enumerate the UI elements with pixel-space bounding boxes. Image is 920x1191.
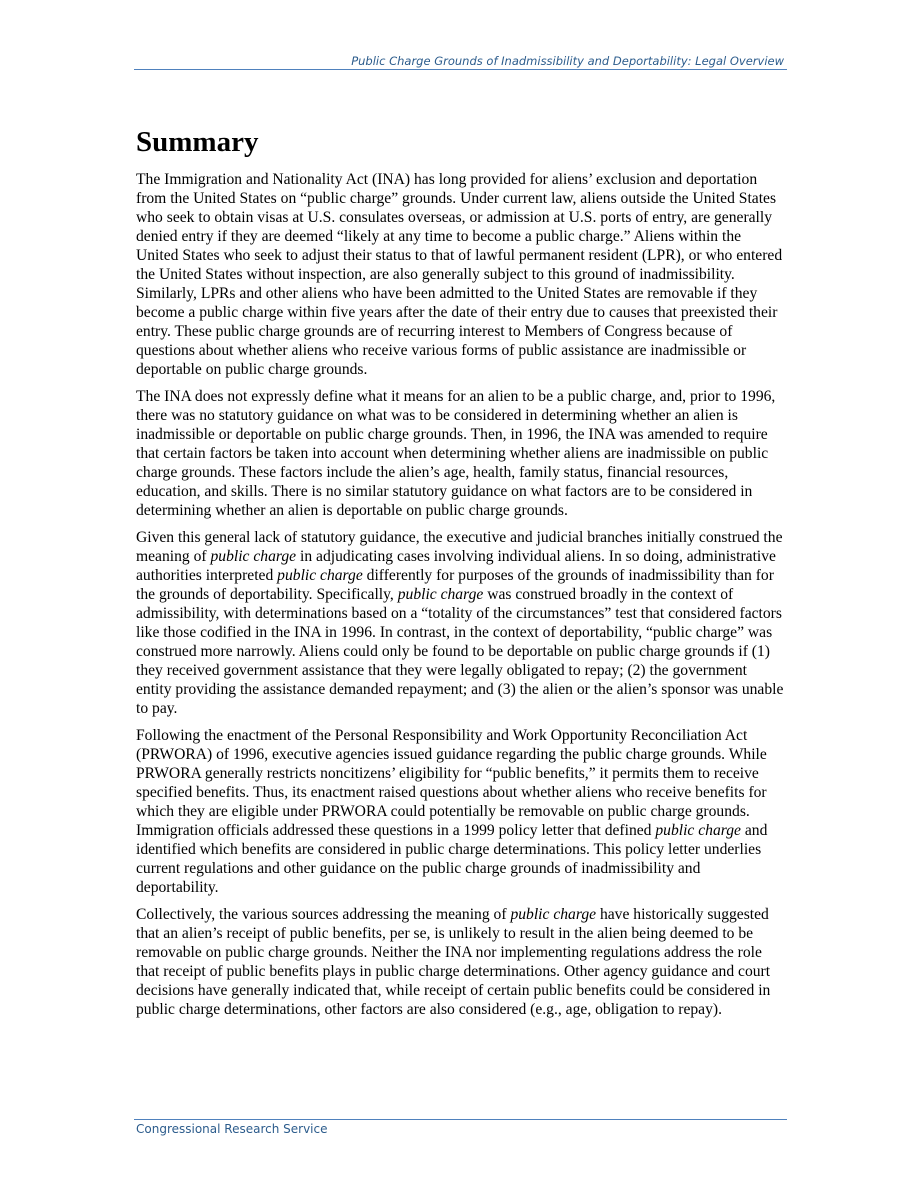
- paragraph-3-text-3: differently for purposes of the grounds of inadmissibility than for the grounds of deportability. Specifically,: [136, 567, 774, 603]
- paragraph-4-emphasis-1: public charge: [655, 822, 741, 839]
- footer-organization: Congressional Research Service: [136, 1122, 328, 1136]
- paragraph-3-text-4: was construed broadly in the context of admissibility, with determinations based on a “totality of the circumstances” test that considered factors like those codified in the INA in 1996. In contrast, in the context of deportability, “public charge” was construed more narrowly. Aliens could only be found to be deportable on public charge grounds if (1) they received government assistance that they were legally obligated to repay; (2) the government entity providing the assistance demanded repayment; and (3) the alien or the alien’s sponsor was unable to pay.: [136, 586, 784, 717]
- paragraph-5-emphasis-1: public charge: [510, 906, 597, 923]
- running-footer: [136, 1122, 328, 1136]
- paragraph-2: The INA does not expressly define what it means for an alien to be a public charge, and, prior to 1996, there was no statutory guidance on what was to be considered in determining whether an alien is inadmissible or deportable on public charge grounds. Then, in 1996, the INA was amended to require that certain factors be taken into account when determining whether aliens are inadmissible on public charge grounds. These factors include the alien’s age, health, family status, financial resources, education, and skills. There is no similar statutory guidance on what factors are to be considered in determining whether an alien is deportable on public charge grounds.: [136, 388, 776, 519]
- paragraph-4-text-2: and identified which benefits are considered in public charge determinations. This policy letter underlies current regulations and other guidance on the public charge grounds of inadmissibility and deportability.: [136, 822, 768, 896]
- paragraph-3-emphasis-1: public charge: [210, 548, 297, 565]
- paragraph-5-text-1: Collectively, the various sources addressing the meaning of: [136, 906, 511, 923]
- paragraph-5: [136, 905, 786, 1019]
- running-header: [134, 54, 786, 68]
- running-header-title: Public Charge Grounds of Inadmissibility and Deportability: Legal Overview: [351, 54, 784, 68]
- paragraph-3-text-2: in adjudicating cases involving individual aliens. In so doing, administrative authorities interpreted: [136, 548, 776, 584]
- paragraph-4: [136, 726, 786, 897]
- paragraph-5-text-2: have historically suggested that an alien’s receipt of public benefits, per se, is unlikely to result in the alien being deemed to be removable on public charge grounds. Neither the INA nor implementing regulations address the role that receipt of public benefits plays in public charge determinations. Other agency guidance and court decisions have generally indicated that, while receipt of certain public benefits could be considered in public charge determinations, other factors are also considered (e.g., age, obligation to repay).: [136, 906, 771, 1018]
- paragraph-3: [136, 528, 786, 718]
- paragraph-4-text-1: Following the enactment of the Personal Responsibility and Work Opportunity Reconciliation Act (PRWORA) of 1996, executive agencies issued guidance regarding the public charge grounds. While PRWORA generally restricts noncitizens’ eligibility for “public benefits,” it permits them to receive specified benefits. Thus, its enactment raised questions about whether aliens who receive benefits for which they are eligible under PRWORA could potentially be removable on public charge grounds. Immigration officials addressed these questions in a 1999 policy letter that defined: [136, 727, 767, 839]
- paragraph-3-emphasis-2: public charge: [277, 567, 363, 584]
- paragraph-3-text-1: Given this general lack of statutory guidance, the executive and judicial branches initially construed the meaning of: [136, 529, 783, 565]
- paragraph-3-emphasis-3: public charge: [397, 586, 484, 603]
- footer-divider: [134, 1119, 787, 1120]
- header-divider: [134, 69, 787, 70]
- paragraph-1: The Immigration and Nationality Act (INA) has long provided for aliens’ exclusion and deportation from the United States on “public charge” grounds. Under current law, aliens outside the United States who seek to obtain visas at U.S. consulates overseas, or admission at U.S. ports of entry, are generally denied entry if they are deemed “likely at any time to become a public charge.” Aliens within the United States who seek to adjust their status to that of lawful permanent resident (LPR), or who entered the United States without inspection, are also generally subject to this ground of inadmissibility. Similarly, LPRs and other aliens who have been admitted to the United States are removable if they become a public charge within five years after the date of their entry due to causes that preexisted their entry. These public charge grounds are of recurring interest to Members of Congress because of questions about whether aliens who receive various forms of public assistance are inadmissible or deportable on public charge grounds.: [136, 171, 783, 378]
- section-title: Summary: [136, 126, 259, 158]
- page-content: [136, 122, 786, 1027]
